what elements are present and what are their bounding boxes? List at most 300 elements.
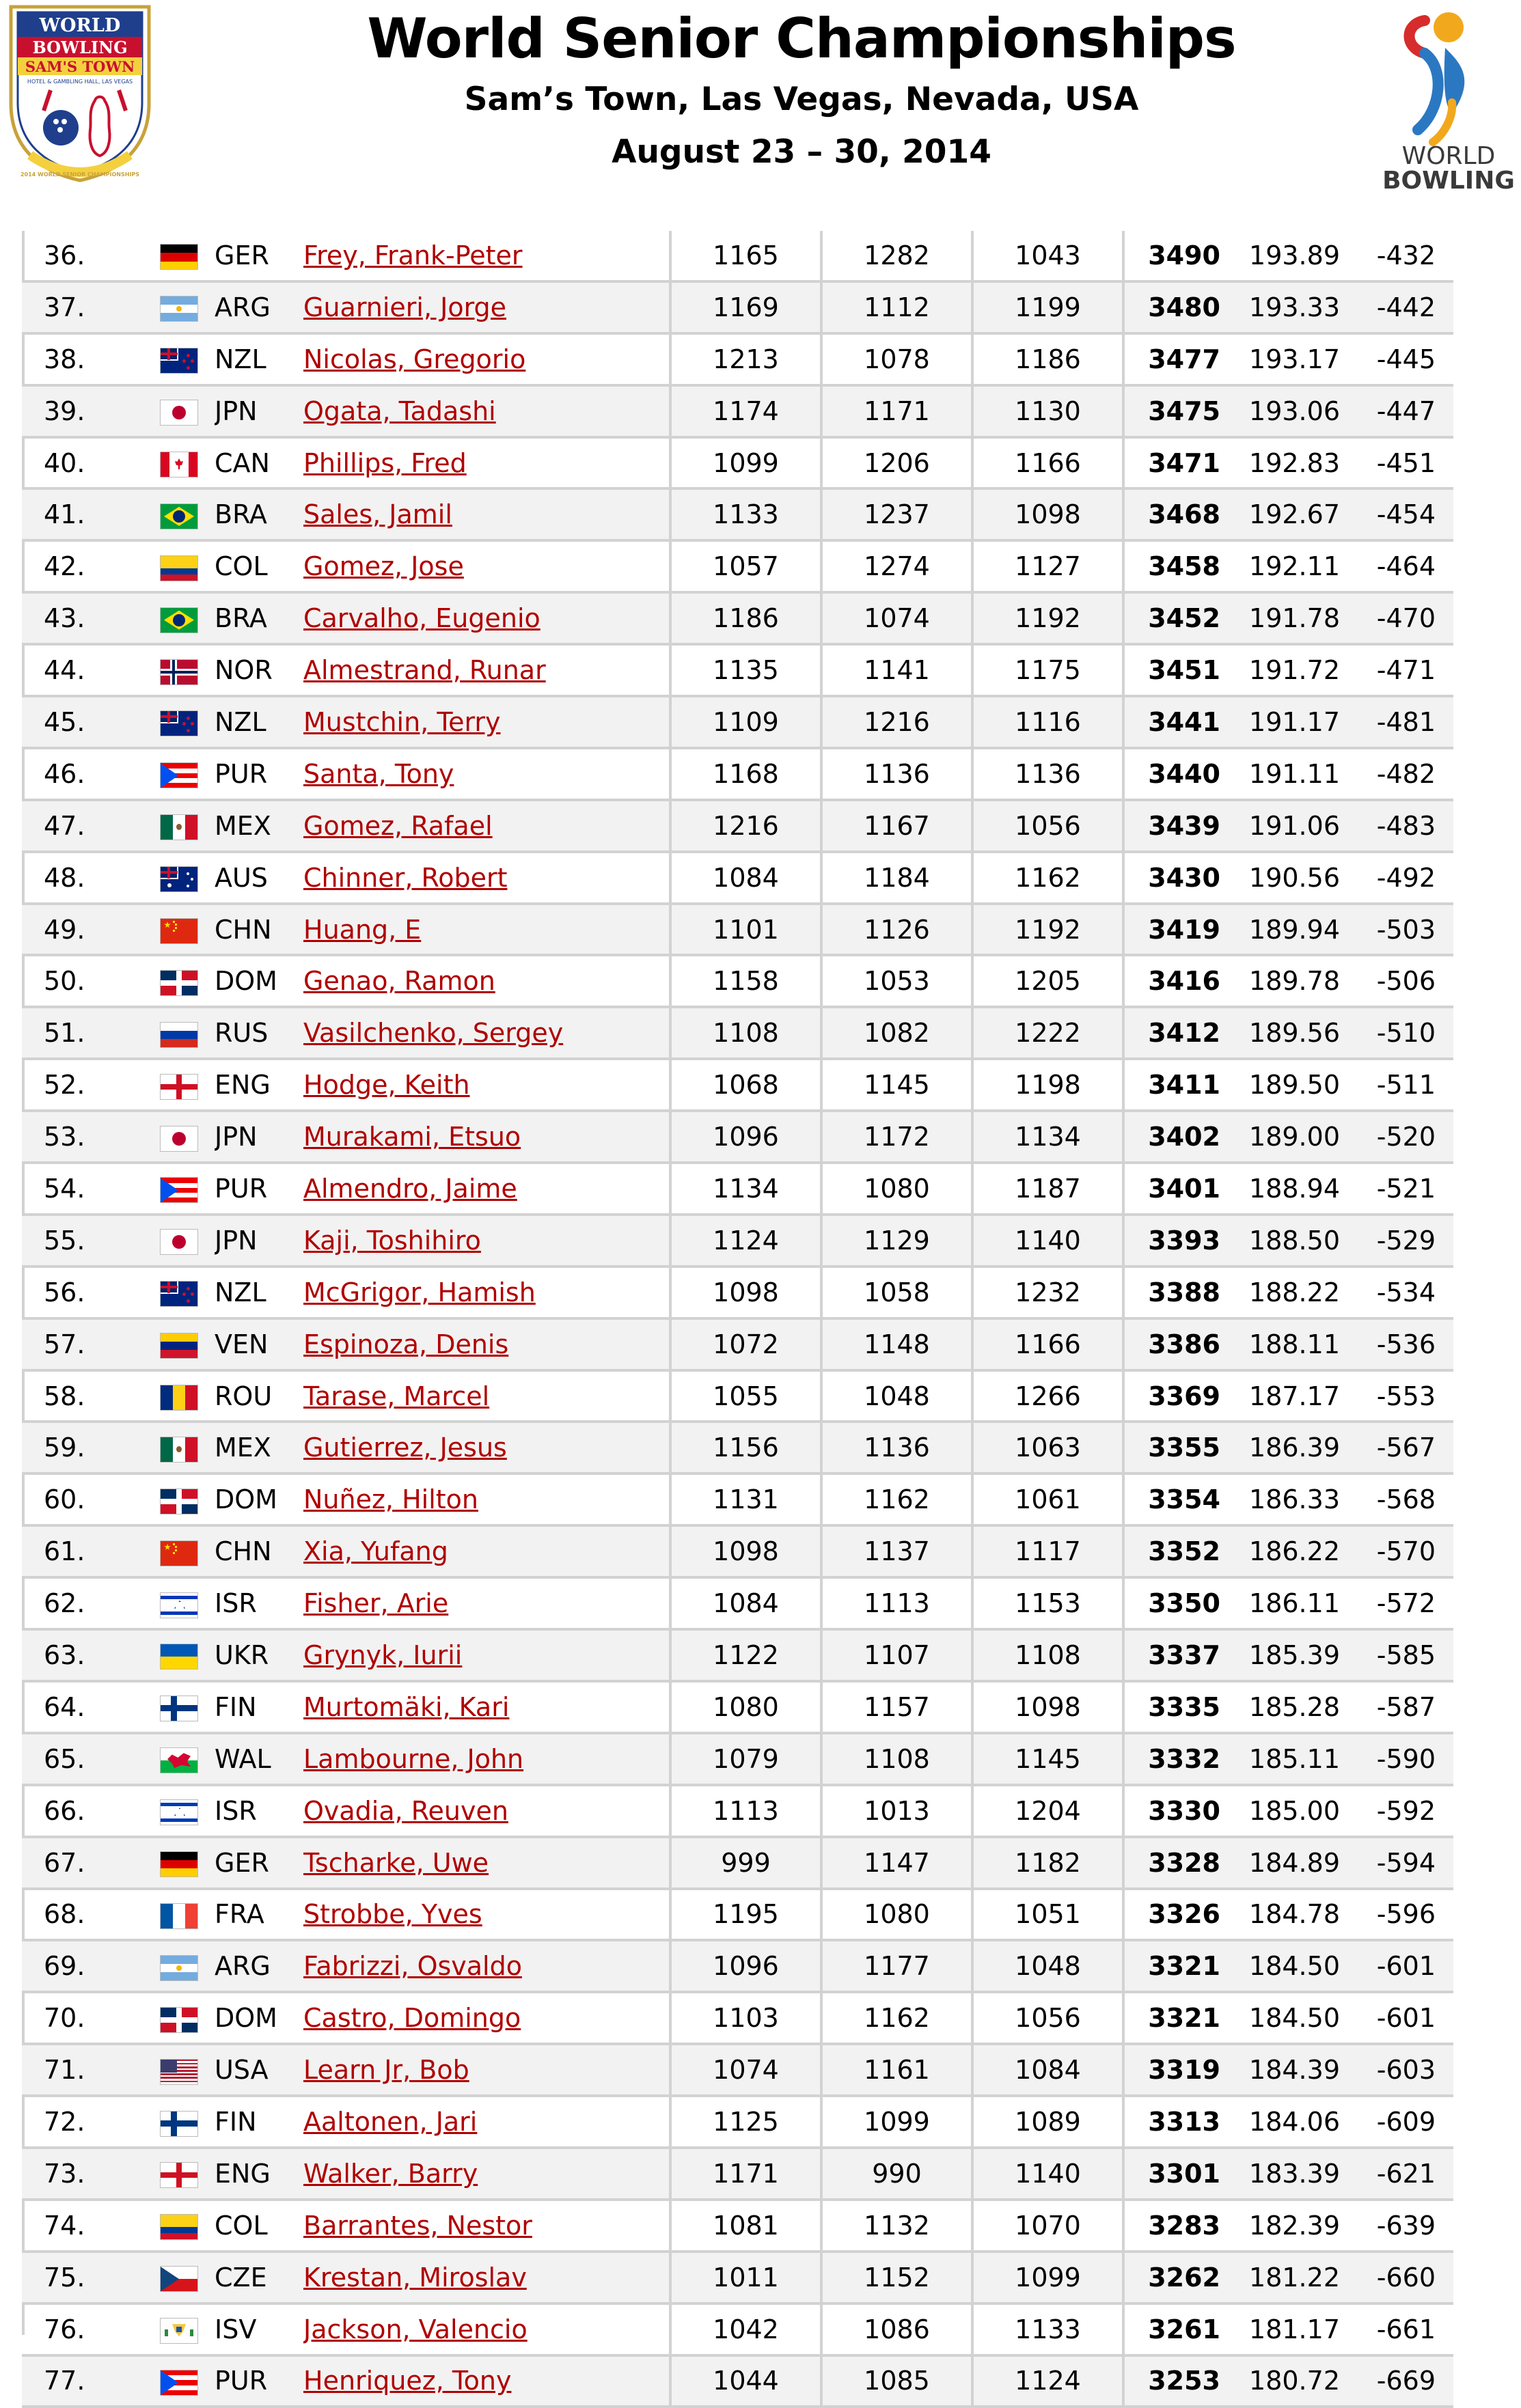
- player-name-link[interactable]: Kaji, Toshihiro: [303, 1225, 481, 1256]
- player-name-cell: [303, 1837, 670, 1889]
- total-cell: 3355: [1123, 1422, 1220, 1473]
- rank-cell: 73.: [22, 2148, 160, 2200]
- rank-cell: 76.: [44, 2314, 85, 2344]
- game2-cell: 1237: [821, 488, 972, 540]
- row-end-cell: [1436, 1473, 1453, 1525]
- player-name-link[interactable]: Sales, Jamil: [303, 499, 452, 530]
- game3-cell: 1117: [972, 1525, 1123, 1577]
- difference-cell: -521: [1376, 1173, 1436, 1204]
- average-cell: 186.33: [1249, 1484, 1340, 1515]
- country-code-cell: DOM: [215, 966, 277, 997]
- country-code-cell: JPN: [215, 1111, 303, 1163]
- game2-cell: 1157: [821, 1681, 972, 1733]
- game1-cell: 1079: [670, 1733, 821, 1785]
- country-code-cell: RUS: [215, 1007, 303, 1059]
- game3-cell: 1048: [972, 1940, 1123, 1992]
- player-name-link[interactable]: Chinner, Robert: [303, 862, 508, 893]
- row-end-cell: [1436, 1785, 1453, 1837]
- flag-cell: [160, 1215, 215, 1267]
- game2-cell: 1129: [821, 1215, 972, 1267]
- page-title: World Senior Championships: [367, 7, 1236, 70]
- country-flag-jpn-icon: [160, 1126, 198, 1152]
- game1-cell: 1165: [670, 231, 821, 281]
- flag-cell: [160, 1577, 215, 1629]
- player-name-cell: [303, 281, 670, 333]
- player-name-link[interactable]: Carvalho, Eugenio: [303, 603, 540, 634]
- player-name-cell: [303, 1525, 670, 1577]
- player-name-link[interactable]: Frey, Frank-Peter: [303, 240, 523, 271]
- average-cell: 193.33: [1220, 281, 1340, 333]
- flag-cell: [160, 2096, 215, 2148]
- player-name-link[interactable]: Xia, Yufang: [303, 1536, 448, 1567]
- player-name-link[interactable]: Strobbe, Yves: [303, 1899, 482, 1930]
- flag-cell: [160, 2355, 215, 2407]
- rank-cell: 39.: [22, 385, 160, 437]
- average-cell: 191.11: [1249, 758, 1340, 789]
- logo-text-world: WORLD: [39, 15, 121, 36]
- player-name-link[interactable]: Huang, E: [303, 914, 422, 945]
- total-cell: 3471: [1148, 447, 1220, 478]
- average-cell: 189.94: [1220, 904, 1340, 956]
- country-code-cell: PUR: [215, 758, 268, 789]
- table-row: [22, 2096, 1453, 2148]
- flag-cell: [160, 644, 215, 696]
- logo-text-bowling: BOWLING: [1382, 167, 1515, 195]
- game2-cell: 1085: [821, 2355, 972, 2407]
- table-row: [22, 1111, 1453, 1163]
- player-name-link[interactable]: Learn Jr, Bob: [303, 2055, 469, 2086]
- total-cell: 3440: [1148, 758, 1220, 789]
- rank-cell: 50.: [44, 966, 85, 997]
- game3-cell: 1061: [972, 1473, 1123, 1525]
- row-end-cell: [1436, 1733, 1453, 1785]
- country-code-cell: ARG: [215, 1940, 303, 1992]
- table-row: [22, 904, 1453, 956]
- player-name-link[interactable]: Ovadia, Reuven: [303, 1795, 508, 1826]
- average-cell: 188.94: [1249, 1173, 1340, 1204]
- player-name-cell: [303, 1473, 670, 1525]
- total-cell: 3283: [1148, 2210, 1220, 2241]
- row-end-cell: [1436, 1007, 1453, 1059]
- country-flag-mex-icon: [160, 814, 198, 840]
- table-row: [22, 1940, 1453, 1992]
- game1-cell: 1103: [670, 1992, 821, 2044]
- game2-cell: 1282: [821, 231, 972, 281]
- player-name-link[interactable]: Grynyk, Iurii: [303, 1639, 463, 1670]
- game1-cell: 1074: [670, 2044, 821, 2096]
- row-end-cell: [1436, 333, 1453, 385]
- country-flag-dom-icon: [160, 970, 198, 996]
- country-code-cell: CHN: [215, 904, 303, 956]
- total-cell: 3412: [1123, 1007, 1220, 1059]
- total-cell: 3388: [1148, 1277, 1220, 1307]
- average-cell: 191.72: [1249, 655, 1340, 686]
- flag-cell: [160, 1733, 215, 1785]
- total-cell: 3386: [1123, 1318, 1220, 1370]
- table-row: [22, 955, 1453, 1007]
- player-name-cell: [303, 800, 670, 852]
- country-flag-dom-icon: [160, 1489, 198, 1514]
- player-name-link[interactable]: Almestrand, Runar: [303, 655, 546, 686]
- game1-cell: 1055: [670, 1370, 821, 1422]
- row-end-cell: [1436, 1992, 1453, 2044]
- country-code-cell: PUR: [215, 1173, 268, 1204]
- game2-cell: 1107: [821, 1629, 972, 1681]
- player-name-link[interactable]: Mustchin, Terry: [303, 706, 501, 737]
- game2-cell: 1206: [821, 437, 972, 489]
- table-row: [22, 1629, 1453, 1681]
- difference-cell: -442: [1340, 281, 1436, 333]
- flag-cell: [160, 592, 215, 644]
- country-code-cell: JPN: [215, 1215, 303, 1267]
- row-end-cell: [1436, 2148, 1453, 2200]
- game1-cell: 1098: [670, 1525, 821, 1577]
- total-cell: 3402: [1123, 1111, 1220, 1163]
- difference-cell: -482: [1376, 758, 1436, 789]
- flag-cell: [160, 1059, 215, 1111]
- player-name-cell: [303, 488, 670, 540]
- difference-cell: -585: [1340, 1629, 1436, 1681]
- country-flag-ger-icon: [160, 1851, 198, 1877]
- rank-cell: 42.: [44, 551, 85, 582]
- table-row: [22, 800, 1453, 852]
- difference-cell: -511: [1376, 1070, 1436, 1101]
- country-flag-dom-icon: [160, 2007, 198, 2033]
- flag-cell: [160, 2303, 215, 2355]
- game1-cell: 1131: [670, 1473, 821, 1525]
- total-cell: 3261: [1148, 2314, 1220, 2344]
- rank-cell: 47.: [22, 800, 160, 852]
- row-end-cell: [1436, 2303, 1453, 2355]
- country-flag-isr-icon: [160, 1799, 198, 1825]
- table-row: [22, 644, 1453, 696]
- results-table: [22, 231, 1453, 2408]
- game2-cell: 1053: [821, 955, 972, 1007]
- game1-cell: 1108: [670, 1007, 821, 1059]
- player-name-link[interactable]: Almendro, Jaime: [303, 1173, 517, 1204]
- game3-cell: 1187: [972, 1163, 1123, 1215]
- player-name-link[interactable]: Hodge, Keith: [303, 1070, 470, 1101]
- player-name-link[interactable]: Nuñez, Hilton: [303, 1484, 478, 1515]
- row-end-cell: [1436, 644, 1453, 696]
- game2-cell: 1172: [821, 1111, 972, 1163]
- game1-cell: 1044: [670, 2355, 821, 2407]
- average-cell: 181.17: [1249, 2314, 1340, 2344]
- total-cell: 3253: [1123, 2355, 1220, 2407]
- country-code-cell: ISV: [215, 2314, 257, 2344]
- country-flag-pur-icon: [160, 2370, 198, 2396]
- difference-cell: -603: [1340, 2044, 1436, 2096]
- average-cell: 184.78: [1249, 1899, 1340, 1930]
- average-cell: 189.78: [1249, 966, 1340, 997]
- player-name-link[interactable]: Walker, Barry: [303, 2158, 478, 2189]
- country-code-cell: ROU: [215, 1381, 273, 1411]
- rank-cell: 48.: [44, 862, 85, 893]
- country-code-cell: GER: [215, 1837, 303, 1889]
- total-cell: 3451: [1148, 655, 1220, 686]
- rank-cell: 61.: [22, 1525, 160, 1577]
- average-cell: 185.39: [1220, 1629, 1340, 1681]
- row-end-cell: [1436, 1215, 1453, 1267]
- country-flag-col-icon: [160, 2214, 198, 2240]
- country-flag-can-icon: [160, 452, 198, 478]
- game3-cell: 1043: [972, 231, 1123, 281]
- flag-cell: [160, 1473, 215, 1525]
- country-code-cell: NZL: [215, 344, 266, 374]
- total-cell: 3439: [1123, 800, 1220, 852]
- flag-cell: [160, 696, 215, 748]
- player-name-cell: [303, 592, 670, 644]
- game2-cell: 1162: [821, 1473, 972, 1525]
- rank-cell: 74.: [44, 2210, 85, 2241]
- player-name-cell: [303, 540, 670, 592]
- row-end-cell: [1436, 1267, 1453, 1318]
- player-name-cell: [303, 696, 670, 748]
- game1-cell: 1156: [670, 1422, 821, 1473]
- game2-cell: 1058: [821, 1267, 972, 1318]
- flag-cell: [160, 1837, 215, 1889]
- player-name-link[interactable]: Fabrizzi, Osvaldo: [303, 1951, 522, 1982]
- rank-cell: 72.: [44, 2107, 85, 2137]
- game3-cell: 1175: [972, 644, 1123, 696]
- player-name-link[interactable]: Genao, Ramon: [303, 966, 495, 997]
- difference-cell: -471: [1376, 655, 1436, 686]
- difference-cell: -669: [1340, 2355, 1436, 2407]
- average-cell: 188.50: [1220, 1215, 1340, 1267]
- difference-cell: -601: [1340, 1940, 1436, 1992]
- player-name-cell: [303, 1992, 670, 2044]
- average-cell: 184.50: [1220, 1940, 1340, 1992]
- player-name-link[interactable]: McGrigor, Hamish: [303, 1277, 536, 1307]
- game2-cell: 1113: [821, 1577, 972, 1629]
- total-cell: 3477: [1148, 344, 1220, 374]
- row-end-cell: [1436, 1577, 1453, 1629]
- difference-cell: -432: [1376, 240, 1436, 271]
- country-code-cell: COL: [215, 551, 268, 582]
- player-name-link[interactable]: Gutierrez, Jesus: [303, 1433, 507, 1463]
- country-flag-jpn-icon: [160, 400, 198, 426]
- rank-cell: 46.: [44, 758, 85, 789]
- player-name-link[interactable]: Henriquez, Tony: [303, 2366, 512, 2396]
- row-end-cell: [1436, 1318, 1453, 1370]
- rank-cell: 67.: [22, 1837, 160, 1889]
- table-row: [22, 540, 1453, 592]
- flag-cell: [160, 2200, 215, 2252]
- game3-cell: 1205: [972, 955, 1123, 1007]
- difference-cell: -454: [1340, 488, 1436, 540]
- difference-cell: -510: [1340, 1007, 1436, 1059]
- country-flag-fra-icon: [160, 1903, 198, 1929]
- rank-cell: 51.: [22, 1007, 160, 1059]
- flag-cell: [160, 1681, 215, 1733]
- player-name-link[interactable]: Castro, Domingo: [303, 2003, 521, 2034]
- difference-cell: -660: [1340, 2252, 1436, 2303]
- average-cell: 184.50: [1249, 2003, 1340, 2034]
- player-name-link[interactable]: Lambourne, John: [303, 1743, 524, 1774]
- logo-text-world: WORLD: [1401, 142, 1496, 170]
- game2-cell: 1148: [821, 1318, 972, 1370]
- rank-cell: 57.: [22, 1318, 160, 1370]
- row-end-cell: [1436, 904, 1453, 956]
- page-subtitle: Sam’s Town, Las Vegas, Nevada, USA: [464, 81, 1139, 118]
- average-cell: 193.06: [1220, 385, 1340, 437]
- row-end-cell: [1436, 696, 1453, 748]
- game3-cell: 1192: [972, 904, 1123, 956]
- difference-cell: -536: [1340, 1318, 1436, 1370]
- player-name-link[interactable]: Barrantes, Nestor: [303, 2210, 532, 2241]
- game3-cell: 1140: [972, 2148, 1123, 2200]
- average-cell: 181.22: [1220, 2252, 1340, 2303]
- row-end-cell: [1436, 955, 1453, 1007]
- difference-cell: -464: [1376, 551, 1436, 582]
- total-cell: 3468: [1123, 488, 1220, 540]
- player-name-link[interactable]: Santa, Tony: [303, 758, 454, 789]
- player-name-link[interactable]: Ogata, Tadashi: [303, 396, 496, 426]
- game3-cell: 1133: [972, 2303, 1123, 2355]
- total-cell: 3490: [1148, 240, 1220, 271]
- average-cell: 193.17: [1249, 344, 1340, 374]
- average-cell: 189.56: [1220, 1007, 1340, 1059]
- table-row: [22, 852, 1453, 904]
- average-cell: 191.06: [1220, 800, 1340, 852]
- player-name-link[interactable]: Nicolas, Gregorio: [303, 344, 526, 374]
- country-code-cell: ISR: [215, 1588, 257, 1619]
- game1-cell: 1096: [670, 1111, 821, 1163]
- game2-cell: 990: [821, 2148, 972, 2200]
- player-name-link[interactable]: Aaltonen, Jari: [303, 2107, 478, 2137]
- table-row: [22, 2200, 1453, 2252]
- row-end-cell: [1436, 1629, 1453, 1681]
- game2-cell: 1171: [821, 385, 972, 437]
- player-name-cell: [303, 1681, 670, 1733]
- game2-cell: 1145: [821, 1059, 972, 1111]
- game2-cell: 1086: [821, 2303, 972, 2355]
- row-end-cell: [1436, 1422, 1453, 1473]
- player-name-cell: [303, 1629, 670, 1681]
- game1-cell: 1124: [670, 1215, 821, 1267]
- country-code-cell: CZE: [215, 2252, 303, 2303]
- flag-cell: [160, 748, 215, 800]
- country-flag-mex-icon: [160, 1437, 198, 1463]
- country-code-cell: ENG: [215, 1070, 271, 1101]
- game1-cell: 1011: [670, 2252, 821, 2303]
- difference-cell: -568: [1376, 1484, 1436, 1515]
- logo-text-sams-town: SAM'S TOWN: [25, 58, 135, 75]
- event-dates: August 23 – 30, 2014: [612, 133, 991, 171]
- world-bowling-logo: [1377, 0, 1520, 198]
- player-name-link[interactable]: Murakami, Etsuo: [303, 1122, 521, 1152]
- game1-cell: 1099: [670, 437, 821, 489]
- game2-cell: 1167: [821, 800, 972, 852]
- game1-cell: 1169: [670, 281, 821, 333]
- game3-cell: 1084: [972, 2044, 1123, 2096]
- country-flag-rou-icon: [160, 1385, 198, 1411]
- logo-text-event: 2014 WORLD SENIOR CHAMPIONSHIPS: [20, 171, 140, 178]
- average-cell: 188.22: [1249, 1277, 1340, 1307]
- game1-cell: 1084: [670, 1577, 821, 1629]
- table-row: [22, 1215, 1453, 1267]
- player-name-link[interactable]: Tscharke, Uwe: [303, 1847, 489, 1878]
- difference-cell: -567: [1340, 1422, 1436, 1473]
- page-header: [0, 0, 1521, 205]
- game2-cell: 1161: [821, 2044, 972, 2096]
- rank-cell: 37.: [22, 281, 160, 333]
- player-name-link[interactable]: Murtomäki, Kari: [303, 1691, 510, 1722]
- flag-cell: [160, 333, 215, 385]
- average-cell: 184.89: [1220, 1837, 1340, 1889]
- flag-cell: [160, 2044, 215, 2096]
- average-cell: 192.83: [1249, 447, 1340, 478]
- player-name-link[interactable]: Jackson, Valencio: [303, 2314, 527, 2344]
- player-name-link[interactable]: Gomez, Jose: [303, 551, 464, 582]
- rank-cell: 45.: [22, 696, 160, 748]
- player-name-cell: [303, 904, 670, 956]
- country-code-cell: FRA: [215, 1899, 264, 1930]
- total-cell: 3262: [1123, 2252, 1220, 2303]
- country-code-cell: CAN: [215, 447, 270, 478]
- player-name-link[interactable]: Gomez, Rafael: [303, 810, 493, 841]
- player-name-link[interactable]: Phillips, Fred: [303, 447, 467, 478]
- game2-cell: 1112: [821, 281, 972, 333]
- country-flag-jpn-icon: [160, 1229, 198, 1255]
- game3-cell: 1124: [972, 2355, 1123, 2407]
- total-cell: 3321: [1148, 2003, 1220, 2034]
- table-row: [22, 1733, 1453, 1785]
- country-flag-col-icon: [160, 555, 198, 581]
- logo-text-hotel: HOTEL & GAMBLING HALL, LAS VEGAS: [27, 79, 133, 85]
- country-flag-ger-icon: [160, 244, 198, 270]
- player-name-cell: [303, 2096, 670, 2148]
- game1-cell: 999: [670, 1837, 821, 1889]
- total-cell: 3326: [1148, 1899, 1220, 1930]
- flag-cell: [160, 488, 215, 540]
- difference-cell: -590: [1340, 1733, 1436, 1785]
- player-name-cell: [303, 955, 670, 1007]
- average-cell: 185.11: [1220, 1733, 1340, 1785]
- game3-cell: 1098: [972, 1681, 1123, 1733]
- player-name-link[interactable]: Espinoza, Denis: [303, 1329, 509, 1359]
- player-name-link[interactable]: Fisher, Arie: [303, 1588, 449, 1619]
- average-cell: 193.89: [1249, 240, 1340, 271]
- game2-cell: 1274: [821, 540, 972, 592]
- game2-cell: 1108: [821, 1733, 972, 1785]
- rank-cell: 38.: [44, 344, 85, 374]
- country-flag-arg-icon: [160, 1955, 198, 1981]
- total-cell: 3328: [1123, 1837, 1220, 1889]
- average-cell: 183.39: [1220, 2148, 1340, 2200]
- game3-cell: 1204: [972, 1785, 1123, 1837]
- game1-cell: 1084: [670, 852, 821, 904]
- player-name-link[interactable]: Krestan, Miroslav: [303, 2262, 527, 2293]
- difference-cell: -520: [1340, 1111, 1436, 1163]
- rank-cell: 66.: [44, 1795, 85, 1826]
- row-end-cell: [1436, 2355, 1453, 2407]
- country-code-cell: NZL: [215, 1277, 266, 1307]
- player-name-link[interactable]: Vasilchenko, Sergey: [303, 1018, 564, 1049]
- total-cell: 3419: [1123, 904, 1220, 956]
- player-name-link[interactable]: Guarnieri, Jorge: [303, 292, 507, 322]
- game1-cell: 1109: [670, 696, 821, 748]
- total-cell: 3416: [1148, 966, 1220, 997]
- rank-cell: 68.: [44, 1899, 85, 1930]
- row-end-cell: [1436, 748, 1453, 800]
- average-cell: 191.78: [1220, 592, 1340, 644]
- player-name-link[interactable]: Tarase, Marcel: [303, 1381, 490, 1411]
- game1-cell: 1135: [670, 644, 821, 696]
- row-end-cell: [1436, 1111, 1453, 1163]
- player-name-cell: [303, 852, 670, 904]
- total-cell: 3354: [1148, 1484, 1220, 1515]
